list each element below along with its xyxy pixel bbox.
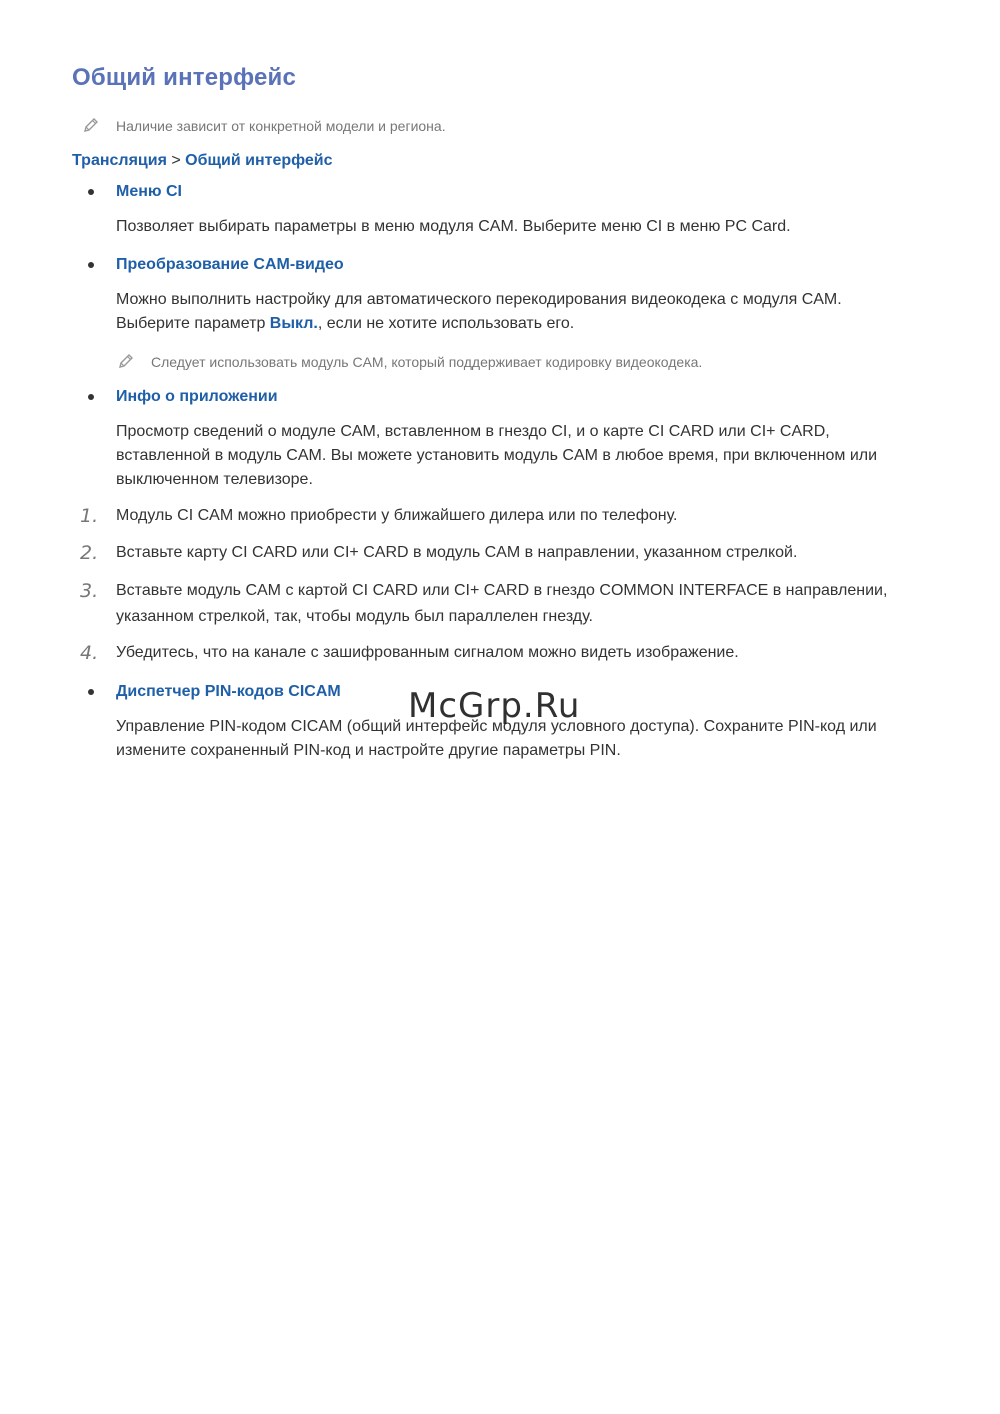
section-heading-text: Преобразование CAM-видео bbox=[116, 256, 344, 273]
cam-video-line2-pre: Выберите параметр bbox=[116, 315, 270, 332]
availability-note bbox=[116, 116, 446, 136]
cam-video-line2-post: , если не хотите использовать его. bbox=[317, 315, 575, 332]
page-title: Общий интерфейс bbox=[72, 64, 297, 91]
section-text-app-info: Просмотр сведений о модуле CAM, вставленном в гнездо CI, и о карте CI CARD или CI+ CARD, вставленной в модуль CAM. Вы можете установить модуль CAM в любое время, при включенном или выключенном телевизоре. bbox=[116, 423, 878, 488]
section-heading-text: Инфо о приложении bbox=[116, 388, 278, 405]
section-heading-pin-manager bbox=[116, 681, 341, 703]
bullet-dot bbox=[88, 262, 94, 268]
section-heading-app-info bbox=[116, 386, 278, 408]
cam-video-note bbox=[151, 352, 702, 372]
step-number: 1. bbox=[80, 505, 99, 527]
section-heading-text: Диспетчер PIN-кодов CICAM bbox=[116, 683, 341, 700]
section-text-ci-menu: Позволяет выбирать параметры в меню модуля CAM. Выберите меню CI в меню PC Card. bbox=[116, 218, 791, 235]
watermark: McGrp.Ru bbox=[408, 686, 581, 726]
step-4 bbox=[80, 640, 926, 666]
section-heading-text: Меню CI bbox=[116, 183, 182, 200]
step-text: Убедитесь, что на канале с зашифрованным сигналом можно видеть изображение. bbox=[116, 644, 739, 661]
step-text: Вставьте модуль CAM с картой CI CARD или CI+ CARD в гнездо COMMON INTERFACE в направлении, указанном стрелкой, так, чтобы модуль был параллелен гнезду. bbox=[116, 582, 888, 625]
cam-video-line1: Можно выполнить настройку для автоматического перекодирования видеокодека с модуля CAM. bbox=[116, 291, 842, 308]
section-heading-cam-video bbox=[116, 254, 344, 276]
breadcrumb bbox=[72, 150, 333, 172]
step-number: 3. bbox=[80, 580, 99, 602]
availability-note-text: Наличие зависит от конкретной модели и региона. bbox=[116, 118, 446, 134]
breadcrumb-broadcast[interactable]: Трансляция bbox=[72, 152, 167, 169]
section-text-cam-video bbox=[116, 288, 926, 336]
step-number: 4. bbox=[80, 642, 99, 664]
step-2 bbox=[80, 540, 926, 566]
breadcrumb-common-interface[interactable]: Общий интерфейс bbox=[185, 152, 333, 169]
bullet-dot bbox=[88, 189, 94, 195]
off-option: Выкл. bbox=[269, 315, 318, 332]
pencil-icon bbox=[117, 352, 135, 370]
section-text-pin-manager: Управление PIN-кодом CICAM (общий интерфейс модуля условного доступа). Сохраните PIN-код или измените сохраненный PIN-код и настройте другие параметры PIN. bbox=[116, 718, 877, 759]
step-1 bbox=[80, 503, 926, 529]
bullet-dot bbox=[88, 689, 94, 695]
step-3 bbox=[80, 578, 926, 630]
bullet-dot bbox=[88, 394, 94, 400]
step-text: Модуль CI CAM можно приобрести у ближайшего дилера или по телефону. bbox=[116, 507, 678, 524]
cam-video-note-text: Следует использовать модуль CAM, который поддерживает кодировку видеокодека. bbox=[151, 354, 703, 370]
step-text: Вставьте карту CI CARD или CI+ CARD в модуль CAM в направлении, указанном стрелкой. bbox=[116, 544, 798, 561]
step-number: 2. bbox=[80, 542, 99, 564]
breadcrumb-separator: > bbox=[171, 152, 181, 169]
section-heading-ci-menu bbox=[116, 181, 182, 203]
pencil-icon bbox=[82, 116, 100, 134]
